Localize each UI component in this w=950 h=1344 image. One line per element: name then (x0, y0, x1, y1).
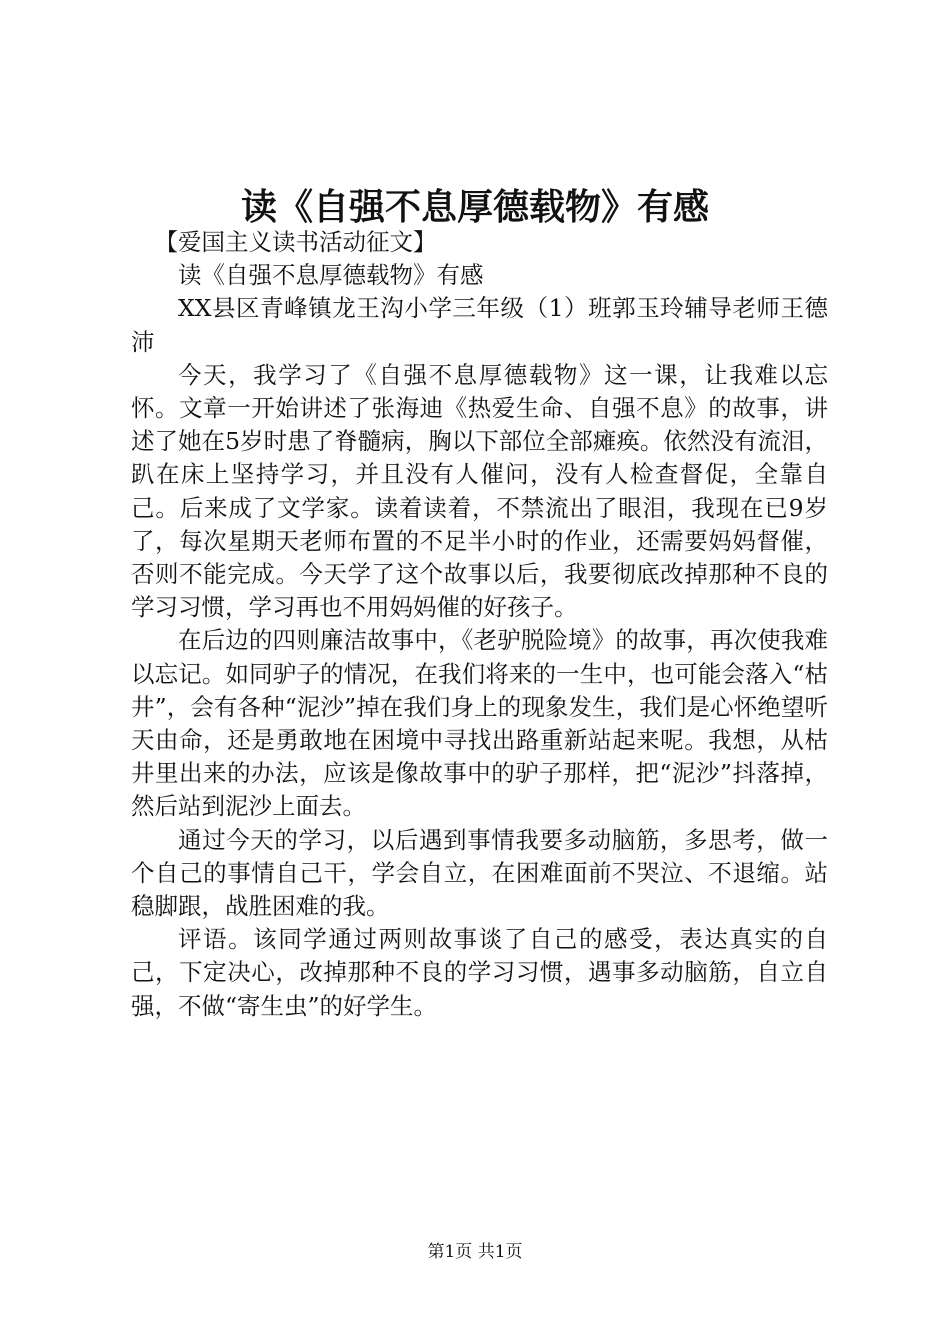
essay-title-line: 读《自强不息厚德载物》有感 (178, 261, 484, 290)
paragraph: 在后边的四则廉洁故事中，《老驴脱险境》的故事，再次使我难以忘记。如同驴子的情况，在我们将来的一生中，也可能会落入“枯井”，会有各种“泥沙”掉在我们身上的现象发生，我们是心怀绝望听天由命，还是勇敢地在困境中寻找出路重新站起来呢。我想，从枯井里出来的办法，应该是像故事中的驴子那样，把“泥沙”抖落掉，然后站到泥沙上面去。 (131, 626, 828, 821)
document-title: 读《自强不息厚德载物》有感 (240, 186, 709, 228)
comment-paragraph: 评语。该同学通过两则故事谈了自己的感受，表达真实的自己，下定决心，改掉那种不良的学习习惯，遇事多动脑筋，自立自强，不做“寄生虫”的好学生。 (131, 925, 828, 1020)
page-footer: 第1页 共1页 (427, 1242, 523, 1262)
paragraph: 今天，我学习了《自强不息厚德载物》这一课，让我难以忘怀。文章一开始讲述了张海迪《热爱生命、自强不息》的故事，讲述了她在5岁时患了脊髓病，胸以下部位全部瘫痪。依然没有流泪，趴在床上坚持学习，并且没有人催问，没有人检查督促，全靠自己。后来成了文学家。读着读着，不禁流出了眼泪，我现在已9岁了，每次星期天老师布置的不足半小时的作业，还需要妈妈督催，否则不能完成。今天学了这个故事以后，我要彻底改掉那种不良的学习习惯，学习再也不用妈妈催的好孩子。 (131, 360, 828, 622)
author-line: XX县区青峰镇龙王沟小学三年级（1）班郭玉玲辅导老师王德沛 (131, 294, 828, 356)
paragraph: 通过今天的学习，以后遇到事情我要多动脑筋，多思考，做一个自己的事情自己干，学会自立，在困难面前不哭泣、不退缩。站稳脚跟，战胜困难的我。 (131, 825, 828, 921)
activity-heading: 【爱国主义读书活动征文】 (154, 228, 437, 256)
document-body (131, 226, 828, 1023)
